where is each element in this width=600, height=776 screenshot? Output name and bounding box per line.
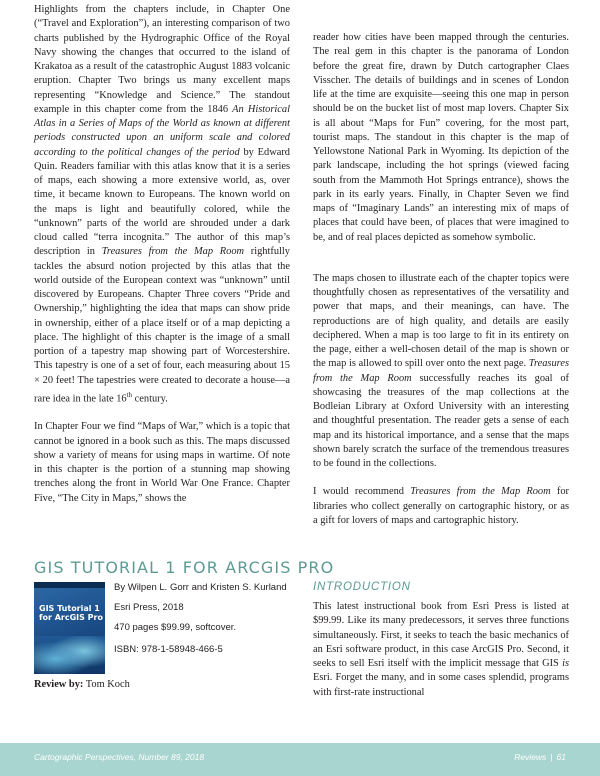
- left-column: [34, 3, 290, 506]
- page-number: 61: [556, 752, 566, 762]
- paragraph: Highlights from the chapters include, in Chapter One (“Travel and Exploration”), an interesting comparison of two charts published by the Hydrographic Office of the Royal Navy showing the changes that occurred to the island of Krakatoa as a result of the catastrophic August 1883 volcanic eruption. Chapter Two brings us many excellent maps representing “Knowledge and Science.” The standout example in this chapter come from the 1846 An Historical Atlas in a Series of Maps of the World as known at different periods constructed upon an uniform scale and colored according to the political changes of the period by Edward Quin. Readers familiar with this atlas know that it is a series of maps, each showing a more extensive world, as, over time, it became known to Europeans. The known world on the maps is light and beautifully colored, while the “unknown” parts of the world are shrouded under a dark cloud called “terra incognita.” The author of this map’s description in Treasures from the Map Room rightfully tackles the absurd notion projected by this atlas that the world outside of the European context was “unknown” until discovered by Europeans. Chapter Three covers “Pride and Ownership,” highlighting the idea that maps can show pride in ownership, either of a place itself or of a map depicting a place. The highlight of this chapter is the image of a small portion of a tapestry map showing part of Worcestershire. This tapestry is one of a set of four, each measuring about 15 × 20 feet! The tapestries were created to decorate a house—a rare idea in the late 16th century.: [34, 4, 290, 405]
- book-title-italic: An Historical Atlas in a Series of Maps of the World as known at different periods constructed upon an uniform scale and colored according to the political changes of the period: [34, 103, 290, 158]
- footer-section: Reviews: [514, 752, 547, 762]
- right-column: [313, 31, 569, 528]
- cover-map-graphic: [34, 636, 105, 674]
- reviewer-label: Review by:: [34, 679, 84, 690]
- review-section-title: GIS TUTORIAL 1 FOR ARCGIS PRO: [34, 558, 335, 577]
- cover-stripe: [34, 582, 105, 588]
- review-byline: [34, 679, 130, 690]
- paragraph: reader how cities have been mapped through the centuries. The real gem in this chapter is the panorama of London before the great fire, drawn by Dutch cartographer Claes Visscher. The details of buildings and in scenes of London life at the time are exquisite—seeing this one map in person should be on the bucket list of most map lovers. Chapter Six is all about “Maps for Fun” covering, for the most part, tourist maps. The standout in this chapter is the map of Yellowstone National Park in Wyoming. Its depiction of the park landscape, including the hot springs (viewed facing south from the Mammoth Hot Springs entrance), shows the park in its early years. Finally, in Chapter Seven we find maps of “Imaginary Lands” an interesting mix of maps of places that could have been, of places that were imagined to be, and of real places depicted as somehow symbolic.: [313, 32, 569, 243]
- book-title-italic: Treasures from the Map Room: [101, 246, 245, 258]
- paragraph: This latest instructional book from Esri Press is listed at $99.99. Like its many predecessors, it serves three functions simultaneously. First, it seeks to teach the basic mechanics of an Esri software product, in this case ArcGIS Pro. Second, it seeks to sell Esri itself with the implicit message that GIS is Esri. Forget the many, and in some cases splendid, programs with first-rate instructional: [313, 601, 569, 698]
- book-publisher: Esri Press, 2018: [114, 602, 184, 613]
- book-title-italic: Treasures from the Map Room: [410, 486, 551, 498]
- book-title-italic: Treasures from the Map Room: [313, 358, 569, 384]
- paragraph: I would recommend Treasures from the Map Room for libraries who collect generally on cartographic history, or as a gift for lovers of maps and cartographic history.: [313, 486, 569, 526]
- book-cover-image: [34, 582, 105, 674]
- book-pages-price: 470 pages $99.99, softcover.: [114, 622, 237, 633]
- superscript: th: [126, 390, 133, 399]
- reviewer-name: Tom Koch: [83, 679, 130, 690]
- cover-title: GIS Tutorial 1 for ArcGIS Pro: [39, 604, 103, 622]
- italic-word: is: [562, 658, 569, 669]
- footer-journal: Cartographic Perspectives, Number 89, 2018: [34, 752, 205, 762]
- paragraph: In Chapter Four we find “Maps of War,” which is a topic that cannot be ignored in a book such as this. The maps discussed show a variety of means for using maps in wartime. Of note in this chapter is the portion of a stunning map showing trenches along the front in World War One France. Chapter Five, “The City in Maps,” shows the: [34, 421, 290, 504]
- book-authors: By Wilpen L. Gorr and Kristen S. Kurland: [114, 582, 287, 593]
- introduction-heading: INTRODUCTION: [313, 581, 411, 593]
- paragraph: The maps chosen to illustrate each of the chapter topics were thoughtfully chosen as representatives of the versatility and power that maps, and their meanings, can have. The reproductions are of high quality, and details are easily deciphered. When a map is too large to fit in its entirety on the page, either a well-chosen detail of the map is shown or the map is allowed to spill over onto the next page. Treasures from the Map Room successfully reaches its goal of showcasing the treasures of the map collections at the Bodleian Library at Oxford University with an interesting and thoughtful presentation. The reader gets a sense of each map and its historical importance, and a sense that the maps shown barely scratch the surface of the tremendous treasures to be found in the collections.: [313, 272, 569, 469]
- page-footer: [0, 743, 600, 776]
- introduction-column: [313, 600, 569, 700]
- footer-separator: |: [550, 752, 553, 762]
- book-isbn: ISBN: 978-1-58948-466-5: [114, 644, 223, 655]
- footer-page-info: [514, 752, 566, 762]
